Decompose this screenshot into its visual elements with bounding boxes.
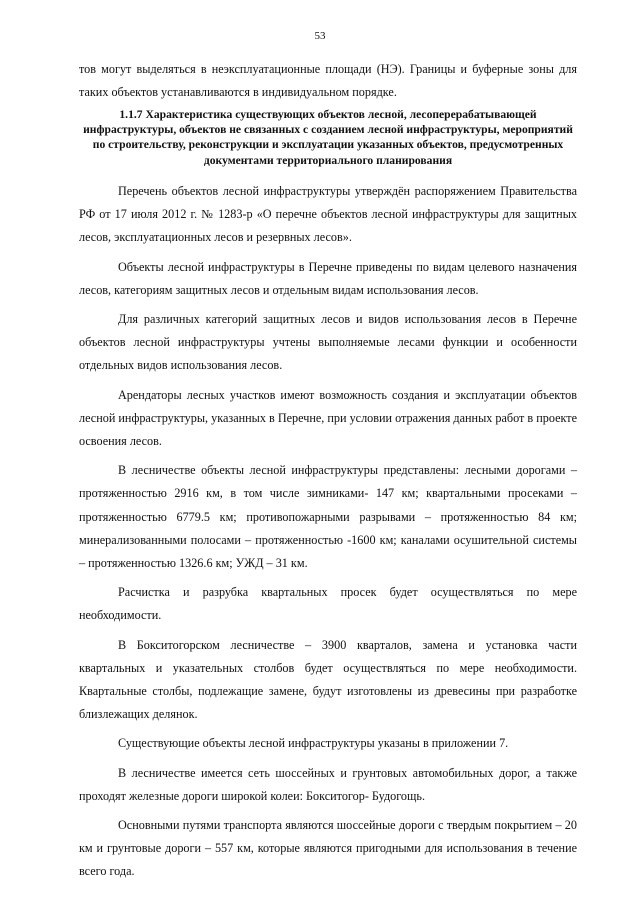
paragraph: Для различных категорий защитных лесов и видов использования лесов в Перечне объектов лесной инфраструктуры учтены выполняемые лесами функции и особенности отдельных видов использования лесов.	[79, 312, 577, 373]
body-text	[79, 180, 577, 890]
intro-continuation-block	[79, 58, 577, 110]
paragraph: В Бокситогорском лесничестве – 3900 кварталов, замена и установка части квартальных и указательных столбов будет осуществляться по мере необходимости. Квартальные столбы, подлежащие замене, будут изготовлены из древесины при разработке близлежащих делянок.	[79, 637, 577, 722]
paragraph: Существующие объекты лесной инфраструктуры указаны в приложении 7.	[118, 736, 509, 751]
intro-continuation: тов могут выделяться в неэксплуатационные площади (НЭ). Границы и буферные зоны для таких объектов устанавливаются в индивидуальном порядке.	[79, 62, 577, 100]
page-number: 53	[314, 30, 326, 42]
paragraph: Объекты лесной инфраструктуры в Перечне приведены по видам целевого назначения лесов, категориям защитных лесов и отдельным видам использования лесов.	[79, 259, 577, 297]
paragraph: Перечень объектов лесной инфраструктуры утверждён распоряжением Правительства РФ от 17 июля 2012 г. № 1283-р «О перечне объектов лесной инфраструктуры для защитных лесов, эксплуатационных лесов и резервных лесов».	[79, 184, 577, 245]
paragraph: Арендаторы лесных участков имеют возможность создания и эксплуатации объектов лесной инфраструктуры, указанных в Перечне, при условии отражения данных работ в проекте освоения лесов.	[79, 387, 577, 449]
paragraph: Основными путями транспорта являются шоссейные дороги с твердым покрытием – 20 км и грунтовые дороги – 557 км, которые являются пригодными для использования в течение всего года.	[79, 818, 577, 879]
paragraph: Расчистка и разрубка квартальных просек будет осуществляться по мере необходимости.	[79, 585, 577, 623]
section-heading: 1.1.7 Характеристика существующих объектов лесной, лесоперерабатывающей инфраструктуры, объектов не связанных с созданием лесной инфраструктуры, мероприятий по строительству, реконструкции и эксплуатации указанных объектов, предусмотренных документами территориального планирования	[83, 108, 573, 167]
paragraph: В лесничестве объекты лесной инфраструктуры представлены: лесными дорогами – протяженностью 2916 км, в том числе зимниками- 147 км; квартальными просеками – протяженностью 6779.5 км; противопожарными разрывами – протяженностью 84 км; минерализованными полосами – протяженностью -1600 км; каналами осушительной системы – протяженностью 1326.6 км; УЖД – 31 км.	[79, 463, 577, 571]
paragraph: В лесничестве имеется сеть шоссейных и грунтовых автомобильных дорог, а также проходят железные дороги широкой колеи: Бокситогор- Будогощь.	[79, 765, 577, 803]
